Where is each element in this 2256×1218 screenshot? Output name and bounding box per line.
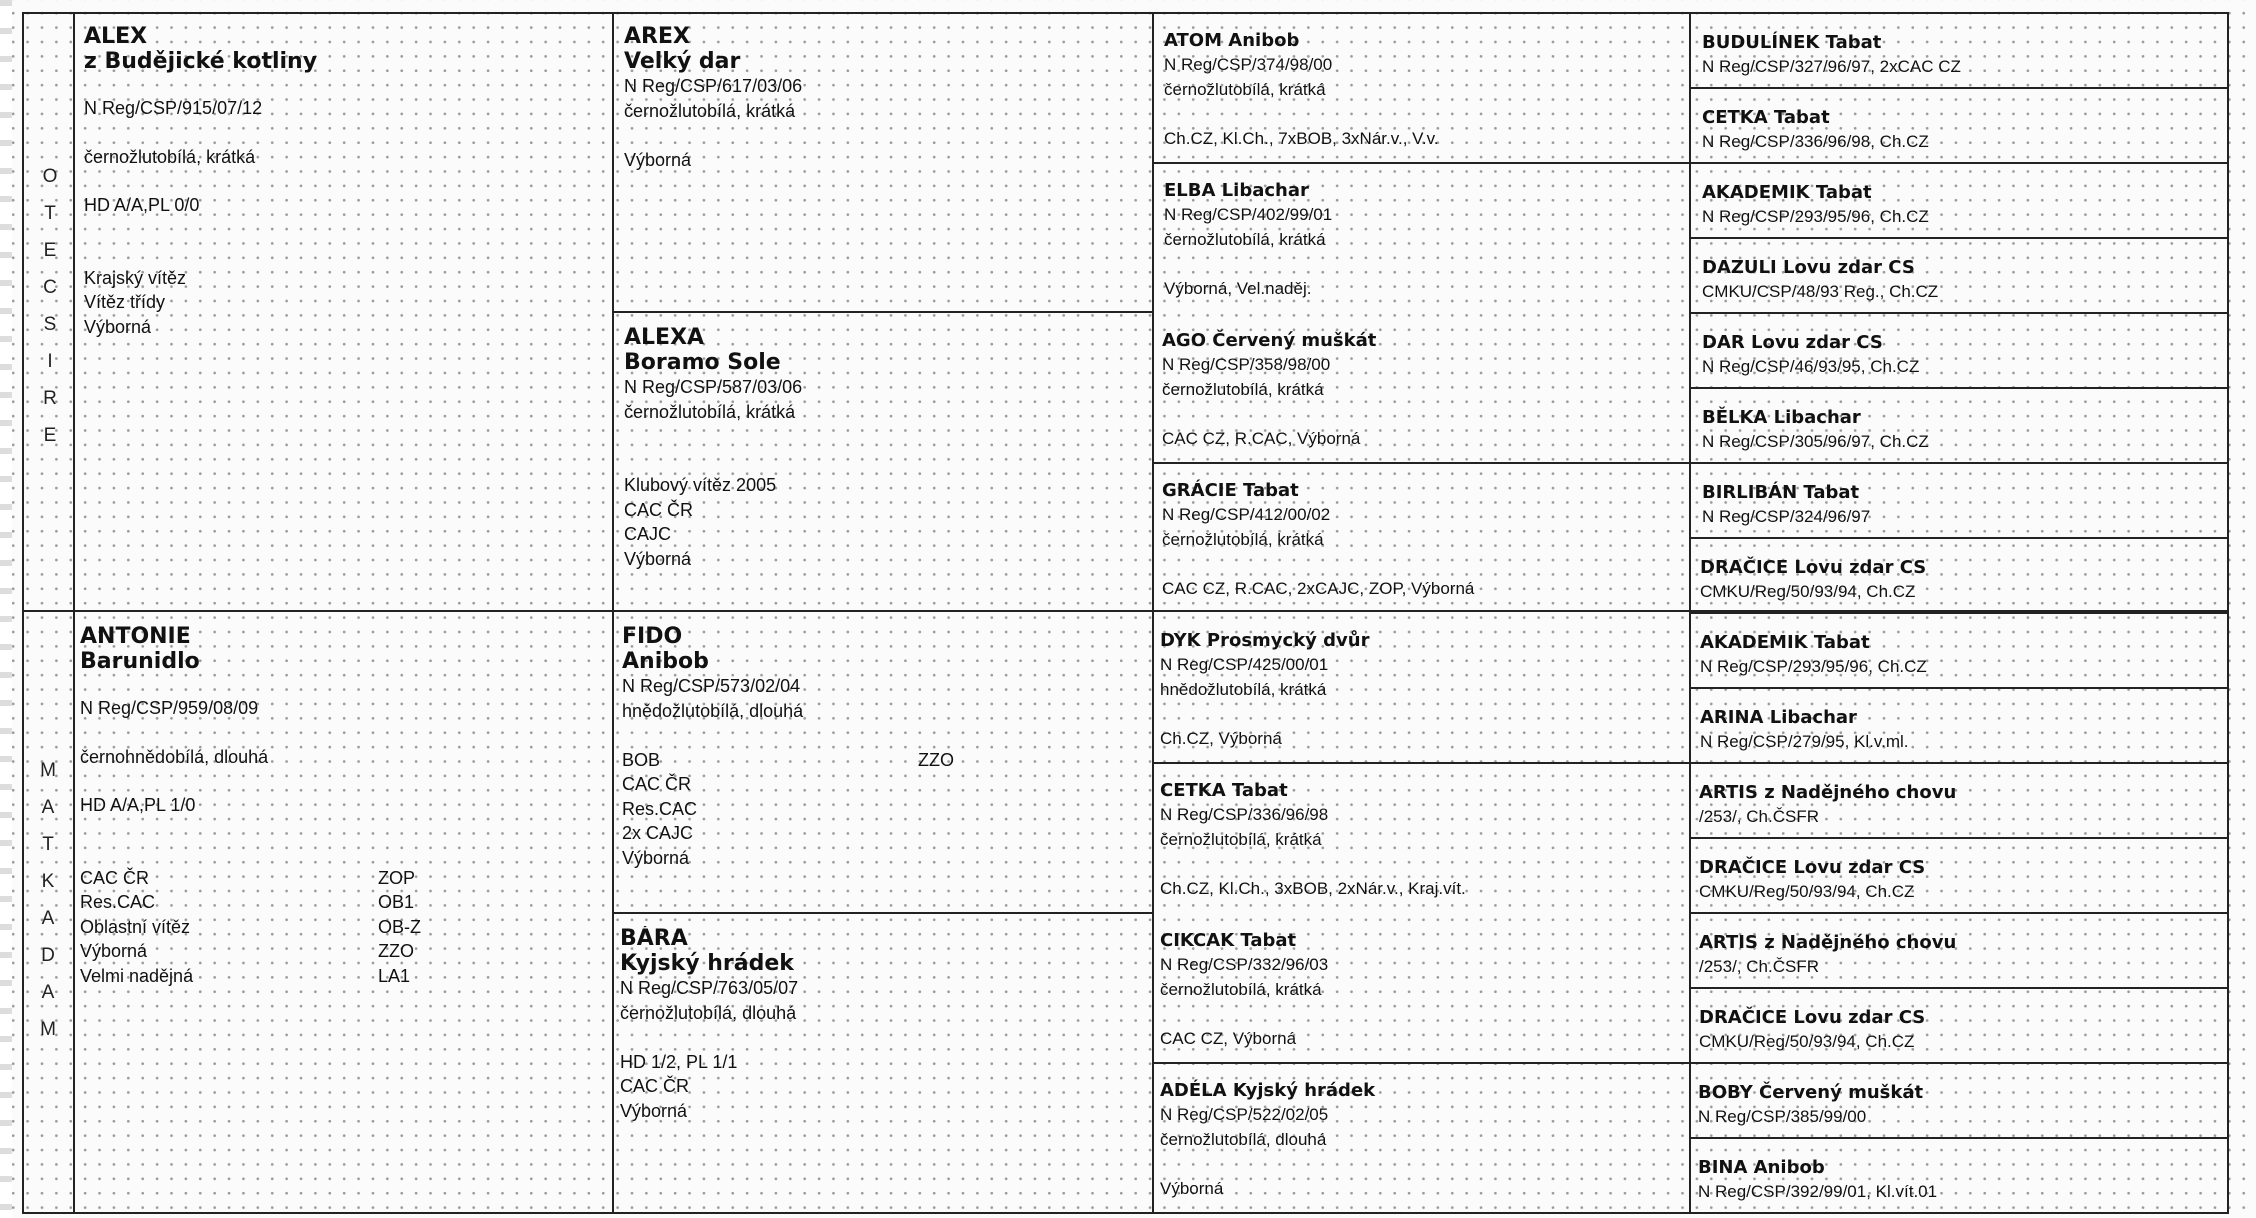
sire-cell bbox=[84, 24, 604, 604]
gen4-name: ARTIS z Nadějného chovu bbox=[1699, 932, 1957, 953]
gen4-line: N Reg/CSP/293/95/96, Ch.CZ bbox=[1702, 207, 1929, 226]
gen3-line-1 bbox=[1152, 162, 1691, 164]
gen3-cell bbox=[1160, 1078, 1684, 1208]
gen4-cell bbox=[1698, 1080, 2222, 1135]
gen3-cell bbox=[1160, 928, 1684, 1058]
gen2-name: AREX bbox=[624, 24, 690, 49]
gen2-line: N Reg/CSP/573/02/04 bbox=[622, 676, 801, 696]
gen4-name: BINA Anibob bbox=[1698, 1157, 1825, 1178]
gen4-cell bbox=[1698, 1155, 2222, 1210]
gen2-line-1 bbox=[612, 311, 1154, 313]
gen2-line bbox=[622, 723, 1146, 748]
border-top bbox=[22, 12, 2229, 14]
gen4-line: CMKU/Reg/50/93/94, Ch.CZ bbox=[1699, 882, 1915, 901]
gen2-line bbox=[620, 1025, 1146, 1050]
gen4-cell bbox=[1702, 180, 2222, 235]
gen4-name: DRAČICE Lovu zdar CS bbox=[1700, 557, 1927, 578]
gen4-cell bbox=[1700, 630, 2222, 685]
gen3-line: CAC CZ, Výborná bbox=[1160, 1028, 1297, 1048]
sire-kennel: z Budějické kotliny bbox=[84, 49, 318, 74]
gen4-cell bbox=[1702, 480, 2222, 535]
sire-title: Krajský vítěz bbox=[84, 267, 187, 288]
gen3-line-3 bbox=[1152, 762, 1691, 764]
gen4-line: CMKU/Reg/50/93/94, Ch.CZ bbox=[1699, 1032, 1915, 1051]
gen2-kennel: Boramo Sole bbox=[624, 350, 781, 375]
sire-title: Vítěz třídy bbox=[84, 292, 166, 312]
gen3-line: černožlutobílá, krátká bbox=[1162, 379, 1324, 399]
gen3-line: černožlutobílá, krátká bbox=[1164, 229, 1326, 249]
gen4-line-4 bbox=[1689, 312, 2229, 314]
gen2-line-2 bbox=[612, 912, 1154, 914]
gen3-name: AGO Červený muškát bbox=[1162, 330, 1377, 351]
gen4-line: CMKU/Reg/50/93/94, Ch.CZ bbox=[1700, 582, 1916, 601]
dam-title: CAC ČR bbox=[80, 867, 150, 888]
gen3-line bbox=[1164, 252, 1684, 277]
dam-reg: N Reg/CSP/959/08/09 bbox=[80, 698, 259, 718]
gen3-line: černožlutobílá, krátká bbox=[1160, 829, 1322, 849]
gen3-name: ADÉLA Kyjský hrádek bbox=[1160, 1080, 1376, 1101]
gen4-name: AKADEMIK Tabat bbox=[1702, 182, 1872, 203]
dam-color: černohnědobílá, dlouhá bbox=[80, 746, 269, 767]
gen4-line: N Reg/CSP/293/95/96, Ch.CZ bbox=[1700, 657, 1927, 676]
gen4-line: N Reg/CSP/327/96/97, 2xCAC CZ bbox=[1702, 57, 1961, 76]
gen2-line: N Reg/CSP/587/03/06 bbox=[624, 377, 803, 397]
dam-name: ANTONIE bbox=[80, 624, 191, 649]
border-bottom bbox=[22, 1212, 2229, 1214]
gen3-line: Ch.CZ, Kl.Ch., 3xBOB, 2xNár.v., Kraj.vít. bbox=[1160, 878, 1466, 898]
gen2-line: 2x CAJC bbox=[622, 823, 694, 843]
gen4-line: CMKU/CSP/48/93 Reg., Ch.CZ bbox=[1702, 282, 1939, 301]
gen4-line-8 bbox=[1689, 612, 2229, 614]
gen2-line: černožlutobílá, krátká bbox=[624, 401, 796, 422]
gen4-name: DAZULI Lovu zdar CS bbox=[1702, 257, 1915, 278]
gen4-name: AKADEMIK Tabat bbox=[1700, 632, 1870, 653]
gen3-line: CAC CZ, R.CAC, Výborná bbox=[1162, 428, 1361, 448]
gen2-line: HD 1/2, PL 1/1 bbox=[620, 1051, 738, 1072]
gen2-line bbox=[624, 424, 1146, 449]
gen3-name: GRÁCIE Tabat bbox=[1162, 480, 1299, 501]
gen3-line: N Reg/CSP/402/99/01 bbox=[1164, 205, 1333, 224]
gen4-cell bbox=[1699, 1005, 2222, 1060]
gen4-name: DAR Lovu zdar CS bbox=[1702, 332, 1883, 353]
gen2-line: CAC ČR bbox=[620, 1076, 690, 1096]
gen2-cell bbox=[624, 325, 1146, 609]
gen4-name: DRAČICE Lovu zdar CS bbox=[1699, 857, 1926, 878]
gen2-line: Výborná bbox=[620, 1100, 688, 1121]
gen2-line: černožlutobílá, krátká bbox=[624, 100, 796, 121]
gen3-line bbox=[1160, 852, 1684, 877]
gen4-cell bbox=[1702, 405, 2222, 460]
gen3-line: N Reg/CSP/332/96/03 bbox=[1160, 955, 1329, 974]
sire-title: Výborná bbox=[84, 316, 152, 337]
gen4-line: N Reg/CSP/385/99/00 bbox=[1698, 1107, 1867, 1126]
dam-title: Velmi nadějná bbox=[80, 965, 194, 986]
gen4-line: N Reg/CSP/392/99/01, Kl.vít.01 bbox=[1698, 1182, 1938, 1201]
gen3-line bbox=[1160, 1152, 1684, 1177]
gen2-line: N Reg/CSP/617/03/06 bbox=[624, 76, 803, 96]
gen4-line-7 bbox=[1689, 537, 2229, 539]
sire-side-label: O T E C S I R E bbox=[42, 166, 58, 446]
gen4-cell bbox=[1700, 705, 2222, 760]
gen4-name: BOBY Červený muškát bbox=[1698, 1082, 1924, 1103]
gen2-line: N Reg/CSP/763/05/07 bbox=[620, 978, 799, 998]
dam-title: Výborná bbox=[80, 941, 148, 961]
gen4-name: BĚLKA Libachar bbox=[1702, 407, 1861, 428]
sire-hd: HD A/A,PL 0/0 bbox=[84, 195, 200, 215]
gen3-line bbox=[1164, 102, 1684, 127]
gen2-kennel: Anibob bbox=[622, 649, 709, 674]
gen4-line: /253/, Ch.ČSFR bbox=[1699, 957, 1819, 976]
gen3-line: černožlutobílá, krátká bbox=[1164, 79, 1326, 99]
gen4-name: DRAČICE Lovu zdar CS bbox=[1699, 1007, 1926, 1028]
gen4-line-9 bbox=[1689, 687, 2229, 689]
gen3-name: CIKCAK Tabat bbox=[1160, 930, 1297, 951]
dam-title-code: OB1 bbox=[378, 892, 415, 912]
gen3-line-4 bbox=[1152, 1062, 1691, 1064]
gen4-name: ARINA Libachar bbox=[1700, 707, 1857, 728]
gen4-cell bbox=[1702, 105, 2222, 160]
gen2-line: Výborná bbox=[622, 847, 690, 868]
gen3-line: Ch.CZ, Výborná bbox=[1160, 728, 1282, 748]
gen4-line: N Reg/CSP/336/96/98, Ch.CZ bbox=[1702, 132, 1929, 151]
gen2-line: Výborná bbox=[624, 548, 692, 569]
gen4-name: BIRLIBÁN Tabat bbox=[1702, 482, 1860, 503]
col-line-2 bbox=[612, 12, 614, 1214]
gen3-name: ELBA Libachar bbox=[1164, 180, 1309, 201]
gen2-line: CAC ČR bbox=[624, 499, 694, 520]
gen3-line bbox=[1162, 552, 1684, 577]
gen4-name: ARTIS z Nadějného chovu bbox=[1699, 782, 1957, 803]
gen4-line: N Reg/CSP/305/96/97, Ch.CZ bbox=[1702, 432, 1929, 451]
gen4-name: BUDULÍNEK Tabat bbox=[1702, 32, 1882, 53]
gen3-cell bbox=[1160, 778, 1684, 908]
gen4-line-10 bbox=[1689, 762, 2229, 764]
gen3-cell bbox=[1160, 628, 1684, 758]
gen2-kennel: Kyjský hrádek bbox=[620, 951, 794, 976]
gen3-line: Ch.CZ, Kl.Ch., 7xBOB, 3xNár.v., V.v. bbox=[1164, 128, 1439, 148]
gen2-line: hnědožlutobílá, dlouhá bbox=[622, 700, 804, 721]
gen2-line bbox=[624, 449, 1146, 474]
gen3-name: DYK Prosmycký dvůr bbox=[1160, 630, 1370, 651]
gen3-cell bbox=[1162, 478, 1684, 608]
gen2-line: Res.CAC bbox=[622, 798, 698, 819]
dam-hd: HD A/A,PL 1/0 bbox=[80, 795, 196, 815]
gen3-line bbox=[1162, 402, 1684, 427]
gen3-line: N Reg/CSP/425/00/01 bbox=[1160, 655, 1329, 674]
dam-title-code: ZZO bbox=[378, 941, 414, 961]
gen4-line-1 bbox=[1689, 87, 2229, 89]
scan-edge bbox=[0, 0, 12, 1218]
gen4-line-5 bbox=[1689, 387, 2229, 389]
sire-color: černožlutobílá, krátká bbox=[84, 146, 256, 167]
gen4-cell bbox=[1700, 555, 2222, 610]
gen4-line: /253/, Ch.ČSFR bbox=[1699, 807, 1819, 826]
gen3-line: černožlutobílá, dlouhá bbox=[1160, 1129, 1327, 1149]
gen3-cell bbox=[1164, 28, 1684, 158]
gen2-line: CAC ČR bbox=[622, 774, 692, 794]
gen2-line bbox=[624, 123, 1146, 148]
sire-name: ALEX bbox=[84, 24, 148, 49]
gen3-line: N Reg/CSP/336/96/98 bbox=[1160, 805, 1329, 824]
gen4-line-15 bbox=[1689, 1137, 2229, 1139]
dam-cell bbox=[80, 624, 604, 1204]
gen4-line-3 bbox=[1689, 237, 2229, 239]
gen3-name: ATOM Anibob bbox=[1164, 30, 1300, 51]
gen3-line: N Reg/CSP/412/00/02 bbox=[1162, 505, 1331, 524]
gen2-line: černožlutobílá, dlouhá bbox=[620, 1002, 797, 1023]
sire-reg: N Reg/CSP/915/07/12 bbox=[84, 98, 263, 118]
gen3-line: CAC CZ, R.CAC, 2xCAJC, ZOP, Výborná bbox=[1162, 578, 1475, 598]
gen4-cell bbox=[1702, 30, 2222, 85]
dam-title-code: ZOP bbox=[378, 867, 416, 888]
gen4-line-2 bbox=[1689, 162, 2229, 164]
gen3-line: N Reg/CSP/374/98/00 bbox=[1164, 55, 1333, 74]
gen2-cell bbox=[624, 24, 1146, 308]
gen2-name: ALEXA bbox=[624, 325, 705, 350]
gen2-kennel: Velký dar bbox=[624, 49, 741, 74]
gen4-name: CETKA Tabat bbox=[1702, 107, 1830, 128]
gen4-line: N Reg/CSP/279/95, Kl.v.ml. bbox=[1700, 732, 1909, 751]
gen3-name: CETKA Tabat bbox=[1160, 780, 1288, 801]
gen3-line: N Reg/CSP/522/02/05 bbox=[1160, 1105, 1329, 1124]
col-line-3 bbox=[1152, 12, 1154, 1214]
gen4-line: N Reg/CSP/324/96/97 bbox=[1702, 507, 1871, 526]
gen2-name: FIDO bbox=[622, 624, 683, 649]
gen2-extra: ZZO bbox=[918, 749, 954, 770]
gen3-line: černožlutobílá, krátká bbox=[1162, 529, 1324, 549]
gen2-line: Klubový vítěz 2005 bbox=[624, 475, 777, 495]
gen4-line: N Reg/CSP/46/93/95, Ch.CZ bbox=[1702, 357, 1920, 376]
gen4-line-13 bbox=[1689, 987, 2229, 989]
gen3-line: hnědožlutobílá, krátká bbox=[1160, 679, 1327, 699]
dam-title: Oblastní vítěz bbox=[80, 916, 191, 937]
gen4-cell bbox=[1699, 780, 2222, 835]
gen4-cell bbox=[1699, 930, 2222, 985]
gen3-line: Výborná, Vel.naděj. bbox=[1164, 278, 1312, 298]
gen4-cell bbox=[1702, 330, 2222, 385]
dam-title-code: OB-Z bbox=[378, 916, 421, 937]
gen3-line: Výborná bbox=[1160, 1178, 1224, 1198]
gen2-cell bbox=[620, 926, 1146, 1206]
gen4-cell bbox=[1699, 855, 2222, 910]
gen4-cell bbox=[1702, 255, 2222, 310]
gen2-line: CAJC bbox=[624, 524, 672, 544]
gen2-line: BOB bbox=[622, 749, 661, 770]
gen3-line: N Reg/CSP/358/98/00 bbox=[1162, 355, 1331, 374]
gen4-line-11 bbox=[1689, 837, 2229, 839]
dam-title: Res.CAC bbox=[80, 892, 156, 912]
gen3-line: černožlutobílá, krátká bbox=[1160, 979, 1322, 999]
gen3-line bbox=[1160, 1002, 1684, 1027]
dam-title-code: LA1 bbox=[378, 965, 411, 986]
gen4-line-6 bbox=[1689, 462, 2229, 464]
gen3-cell bbox=[1162, 328, 1684, 458]
gen3-cell bbox=[1164, 178, 1684, 308]
dam-side-label: M A T K A D A M bbox=[40, 760, 56, 1040]
gen2-name: BÁRA bbox=[620, 926, 688, 951]
gen2-line: Výborná bbox=[624, 149, 692, 170]
dam-kennel: Barunidlo bbox=[80, 649, 200, 674]
gen4-line-14 bbox=[1689, 1062, 2229, 1064]
gen2-cell bbox=[622, 624, 1146, 910]
gen3-line-2 bbox=[1152, 462, 1691, 464]
gen3-line bbox=[1160, 702, 1684, 727]
gen4-line-12 bbox=[1689, 912, 2229, 914]
